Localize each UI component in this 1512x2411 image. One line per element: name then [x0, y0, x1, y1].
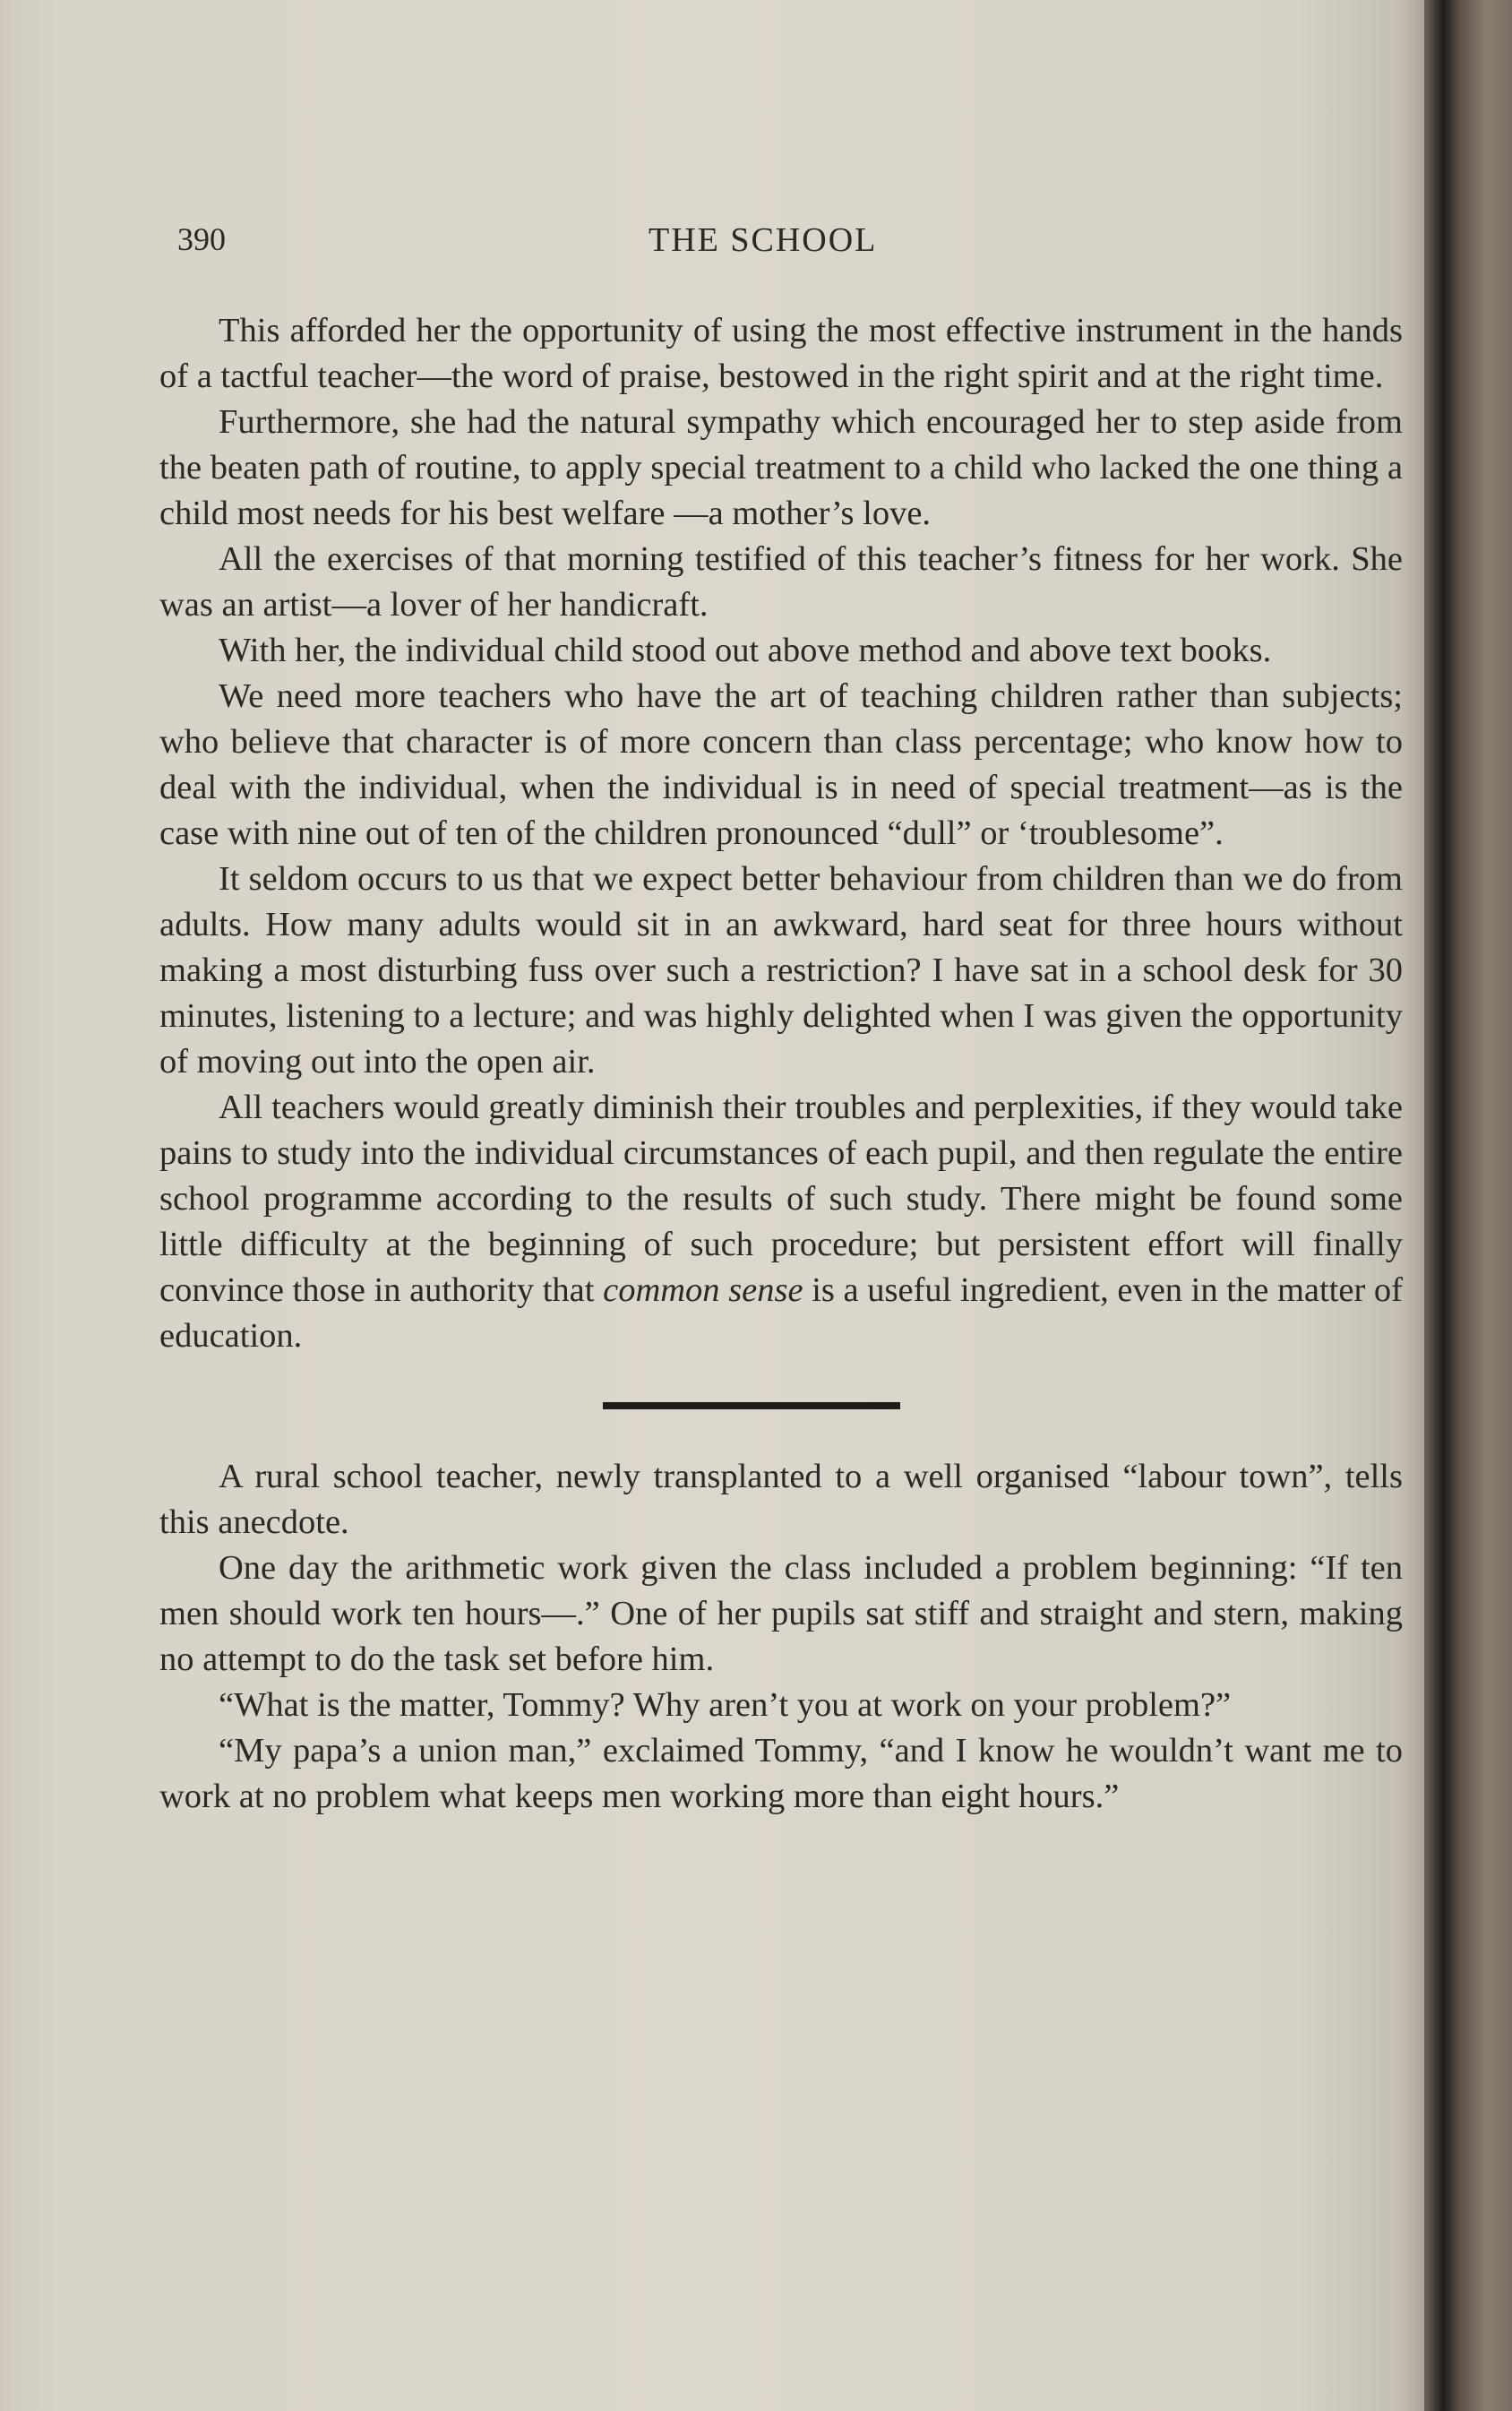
paragraph: We need more teachers who have the art of teaching children rather than subjects; who believe that character is of more concern than class percentage; who know how to deal with the individual, when the individual is in need of special treatment—as is the case with nine out of ten of the children pronounced “dull” or ‘troublesome”. — [159, 677, 1403, 852]
page-number: 390 — [177, 221, 226, 257]
running-title: THE SCHOOL — [649, 221, 878, 259]
page-header — [177, 220, 1413, 265]
page-body — [159, 308, 1403, 1820]
paragraph: With her, the individual child stood out above method and above text books. — [219, 632, 1272, 669]
book-gutter — [1424, 0, 1512, 2411]
emphasized-text: common sense — [603, 1271, 803, 1309]
paragraph: One day the arithmetic work given the class included a problem beginning: “If ten men should work ten hours—.” One of her pupils sat stiff and straight and stern, making no attempt to do the task set before him. — [159, 1549, 1403, 1678]
paragraph: It seldom occurs to us that we expect better behaviour from children than we do from adults. How many adults would sit in an awkward, hard seat for three hours without making a most disturbing fuss over such a restriction? I have sat in a school desk for 30 minutes, listening to a lecture; and was highly delighted when I was given the opportunity of moving out into the open air. — [159, 860, 1403, 1081]
paragraph: Furthermore, she had the natural sympathy which encouraged her to step aside from the beaten path of routine, to apply special treatment to a child who lacked the one thing a child most needs for his best welfare —a mother’s love. — [159, 403, 1403, 532]
paragraph — [159, 1085, 1403, 1359]
paragraph: All the exercises of that morning testified of this teacher’s fitness for her work. She was an artist—a lover of her handicraft. — [159, 540, 1403, 624]
section-divider — [603, 1402, 900, 1409]
paragraph: “What is the matter, Tommy? Why aren’t you at work on your problem?” — [219, 1686, 1232, 1724]
paragraph: A rural school teacher, newly transplanted to a well organised “labour town”, tells this anecdote. — [159, 1458, 1403, 1541]
paragraph: “My papa’s a union man,” exclaimed Tommy, “and I know he wouldn’t want me to work at no problem what keeps men working more than eight hours.” — [159, 1732, 1403, 1815]
paragraph-text: All teachers would greatly diminish their troubles and perplexities, if they would take pains to study into the individual circumstances of each pupil, and then regulate the entire school programme according to the results of such study. There might be found some little difficulty at the beginning of such procedure; but persistent effort will finally convince those in authority that — [159, 1089, 1403, 1309]
paragraph-text: is a useful ingredient, even in the matter of education. — [159, 1271, 1403, 1355]
paragraph: This afforded her the opportunity of using the most effective instrument in the hands of a tactful teacher—the word of praise, bestowed in the right spirit and at the right time. — [159, 312, 1403, 395]
